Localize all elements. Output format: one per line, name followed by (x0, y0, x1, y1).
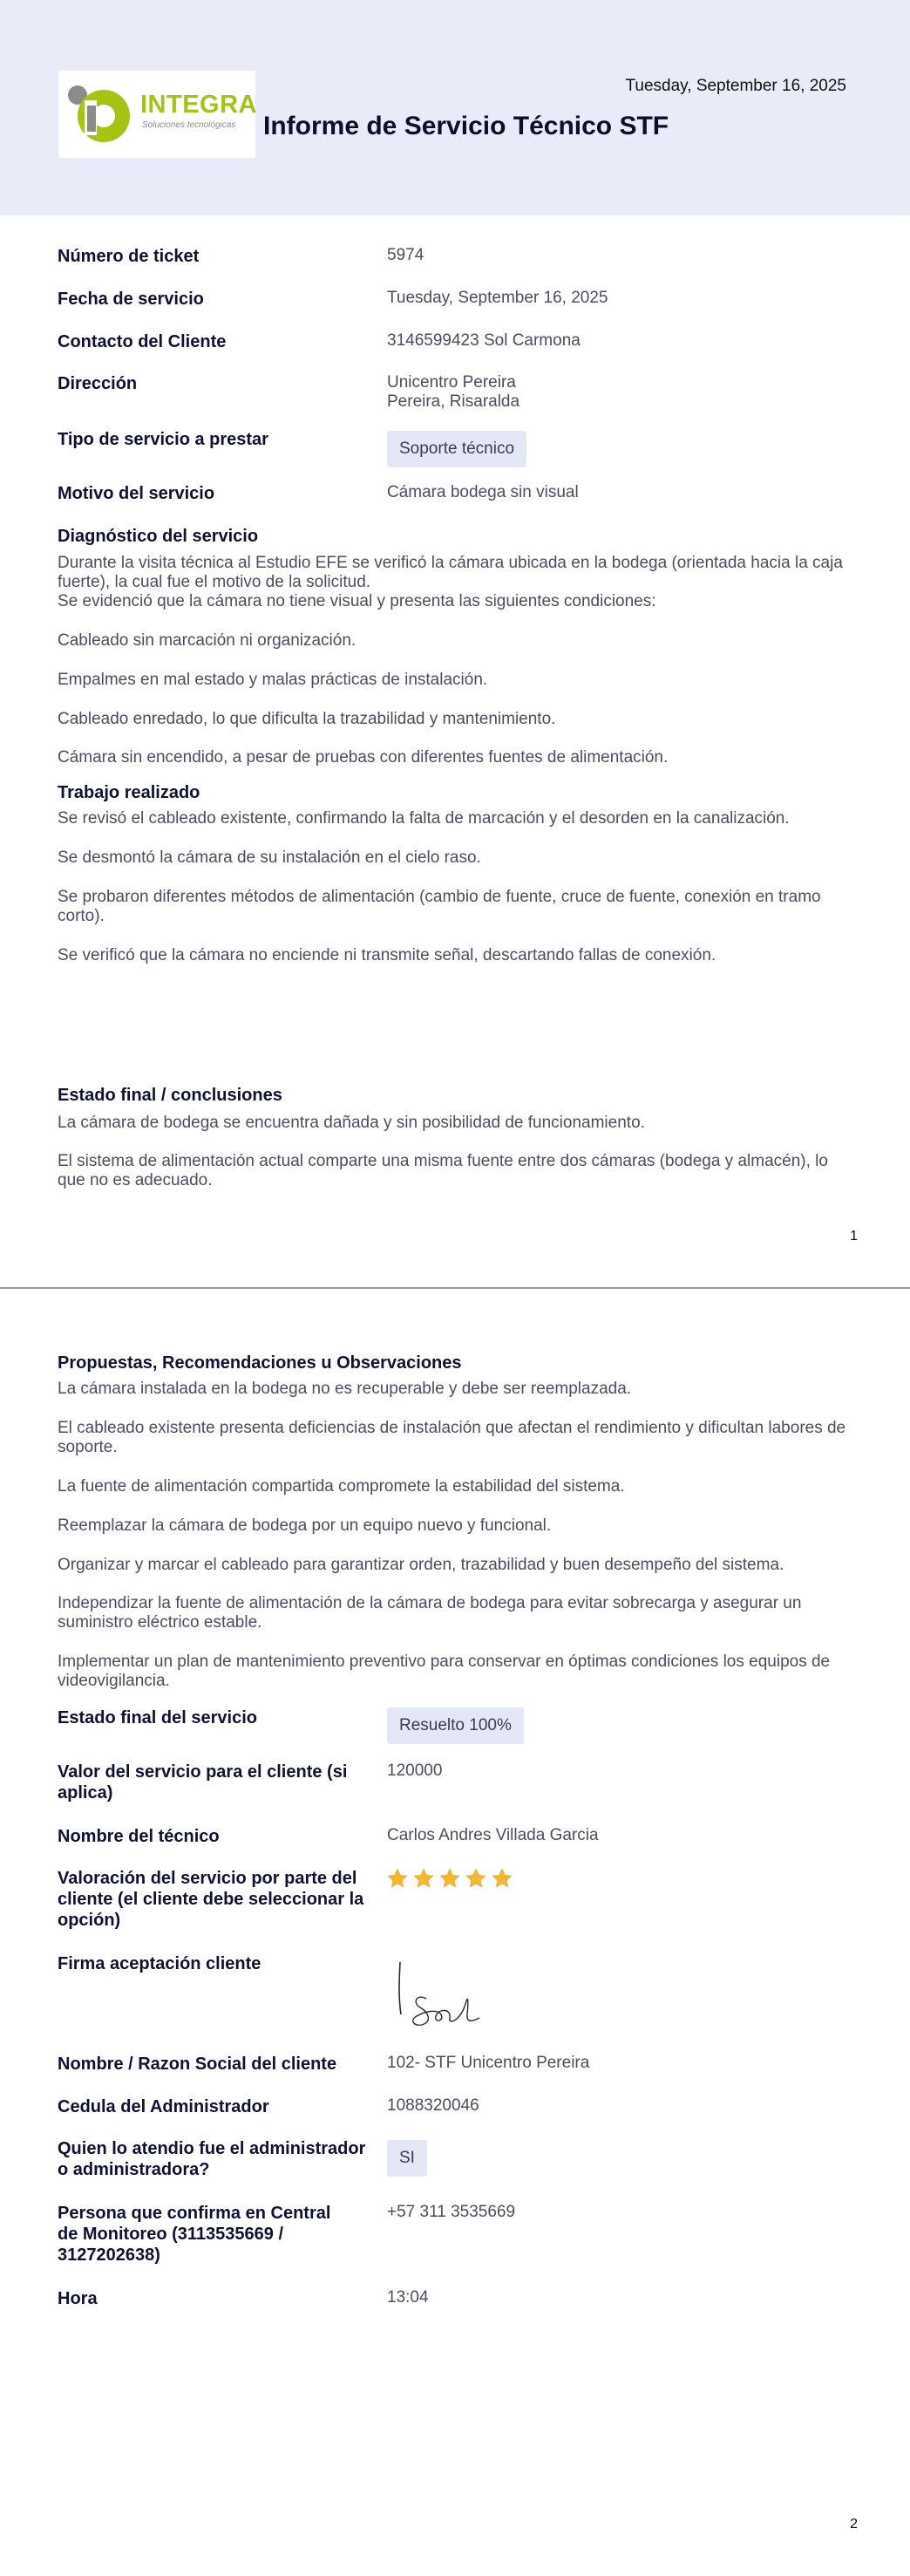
field-value (387, 1707, 849, 1744)
diagnostico-paragraph: Cableado enredado, lo que dificulta la trazabilidad y mantenimiento. (58, 710, 556, 728)
trabajo-paragraph: Se probaron diferentes métodos de alimentación (cambio de fuente, cruce de fuente, conexión en tramo corto). (58, 888, 821, 925)
propuestas-paragraph: La cámara instalada en la bodega no es recuperable y debe ser reemplazada. (58, 1380, 632, 1398)
field-label: Fecha de servicio (58, 290, 204, 309)
field-label: Valor del servicio para el cliente (si aplica) (58, 1762, 348, 1803)
service-type-badge: Soporte técnico (387, 431, 526, 467)
page-number: 2 (850, 2517, 858, 2532)
field-value: 102- STF Unicentro Pereira (387, 2054, 590, 2072)
field-label: Valoración del servicio por parte del cliente (el cliente debe seleccionar la opción) (58, 1869, 364, 1930)
field-value: Cámara bodega sin visual (387, 483, 579, 501)
field-label: Contacto del Cliente (58, 332, 227, 351)
estado-final-paragraph: El sistema de alimentación actual comparte una misma fuente entre dos cámaras (bodega y almacén), lo que no es adecuado. (58, 1152, 828, 1189)
diagnostico-paragraph: Se evidenció que la cámara no tiene visual y presenta las siguientes condiciones: (58, 592, 656, 610)
field-label: Tipo de servicio a prestar (58, 430, 268, 449)
page-number: 1 (850, 1229, 858, 1244)
trabajo-paragraph: Se desmontó la cámara de su instalación en el cielo raso. (58, 848, 481, 867)
page-title: Informe de Servicio Técnico STF (263, 112, 669, 140)
trabajo-paragraph: Se verificó que la cámara no enciende ni transmite señal, descartando fallas de conexión. (58, 946, 716, 964)
diagnostico-paragraph: Durante la visita técnica al Estudio EFE se verificó la cámara ubicada en la bodega (orientada hacia la caja fuerte), la cual fue el motivo de la solicitud. (58, 554, 843, 591)
diagnostico-title: Diagnóstico del servicio (58, 527, 259, 546)
field-label: Firma aceptación cliente (58, 1954, 261, 1973)
integra-logo (58, 71, 255, 158)
report-header (0, 0, 910, 215)
estado-final-title: Estado final / conclusiones (58, 1086, 282, 1105)
header-date: Tuesday, September 16, 2025 (625, 77, 846, 95)
trabajo-title: Trabajo realizado (58, 783, 200, 802)
field-label: Cedula del Administrador (58, 2097, 269, 2116)
logo-name: INTEGRA (140, 91, 257, 119)
diagnostico-paragraph: Cámara sin encendido, a pesar de pruebas con diferentes fuentes de alimentación. (58, 748, 669, 767)
field-value: 13:04 (387, 2288, 429, 2307)
field-label: Hora (58, 2289, 98, 2308)
client-signature (387, 1953, 500, 2036)
status-badge: Resuelto 100% (387, 1707, 524, 1744)
star-icon[interactable] (492, 1868, 513, 1889)
field-value (387, 2140, 849, 2177)
field-value: Carlos Andres Villada Garcia (387, 1826, 599, 1844)
field-value: Tuesday, September 16, 2025 (387, 289, 608, 307)
propuestas-paragraph: La fuente de alimentación compartida compromete la estabilidad del sistema. (58, 1477, 625, 1496)
field-label: Nombre / Razon Social del cliente (58, 2055, 337, 2074)
star-icon[interactable] (439, 1868, 460, 1889)
field-value: 120000 (387, 1762, 443, 1780)
diagnostico-paragraph: Cableado sin marcación ni organización. (58, 631, 357, 650)
field-value (387, 431, 849, 467)
field-value: 1088320046 (387, 2096, 479, 2115)
address-line-1: Unicentro Pereira (387, 373, 516, 392)
field-value: +57 311 3535669 (387, 2203, 516, 2221)
field-value: 3146599423 Sol Carmona (387, 331, 581, 350)
address-line-2: Pereira, Risaralda (387, 392, 520, 411)
field-label: Motivo del servicio (58, 484, 215, 503)
field-label: Número de ticket (58, 247, 200, 266)
star-icon[interactable] (413, 1868, 434, 1889)
star-icon[interactable] (387, 1868, 408, 1889)
field-label: Persona que confirma en Central de Monitoreo (3113535669 / 3127202638) (58, 2204, 331, 2265)
field-label: Nombre del técnico (58, 1827, 220, 1846)
estado-final-paragraph: La cámara de bodega se encuentra dañada y sin posibilidad de funcionamiento. (58, 1114, 645, 1132)
field-label: Estado final del servicio (58, 1708, 257, 1728)
propuestas-paragraph: Implementar un plan de mantenimiento preventivo para conservar en óptimas condiciones los equipos de videovigilancia. (58, 1653, 831, 1690)
trabajo-paragraph: Se revisó el cableado existente, confirmando la falta de marcación y el desorden en la canalización. (58, 809, 790, 828)
propuestas-paragraph: Reemplazar la cámara de bodega por un equipo nuevo y funcional. (58, 1516, 552, 1535)
propuestas-paragraph: Independizar la fuente de alimentación de la cámara de bodega para evitar sobrecarga y asegurar un suministro eléctrico estable. (58, 1594, 802, 1632)
field-label: Quien lo atendio fue el administrador o administradora? (58, 2139, 366, 2179)
rating-stars[interactable] (387, 1868, 513, 1889)
propuestas-paragraph: Organizar y marcar el cableado para garantizar orden, trazabilidad y buen desempeño del sistema. (58, 1556, 784, 1574)
field-label: Dirección (58, 374, 138, 393)
field-value: 5974 (387, 246, 424, 264)
propuestas-title: Propuestas, Recomendaciones u Observaciones (58, 1353, 462, 1373)
signature-icon (387, 1953, 500, 2032)
logo-tagline: Soluciones tecnológicas (142, 120, 236, 130)
field-value (387, 373, 849, 412)
star-icon[interactable] (465, 1868, 486, 1889)
diagnostico-paragraph: Empalmes en mal estado y malas prácticas de instalación. (58, 671, 488, 689)
propuestas-paragraph: El cableado existente presenta deficiencias de instalación que afectan el rendimiento y dificultan labores de soporte. (58, 1419, 846, 1456)
page-divider (0, 1287, 910, 1289)
answer-badge: SI (387, 2140, 427, 2177)
